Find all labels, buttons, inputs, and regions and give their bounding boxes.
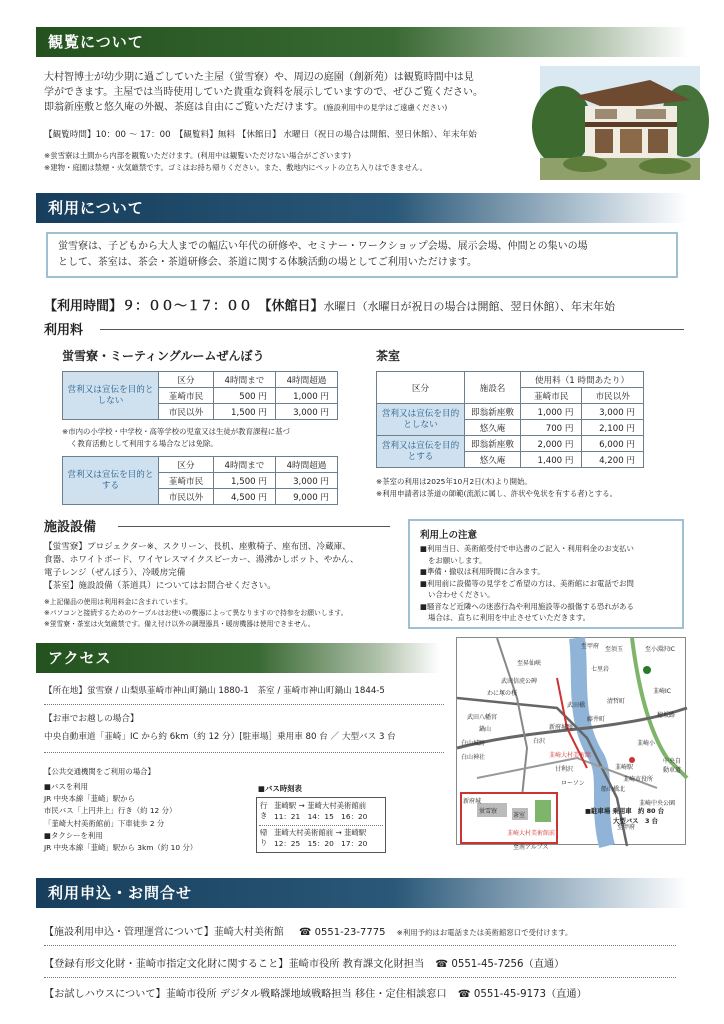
phone-number[interactable]: ☎ 0551-23-7775 <box>299 927 386 938</box>
table-cell: 即翁新座敷 <box>465 404 521 420</box>
facility-notes <box>44 597 424 630</box>
public-transport-list <box>44 781 244 854</box>
note-line: く教育活動として利用する場合などは免除。 <box>70 438 218 448</box>
map-label: 七里岩 <box>591 666 610 673</box>
map-label: 蛍雪寮 <box>479 808 498 815</box>
paragraph-line: 大村智博士が幼少期に過ごしていた主屋（蛍雪寮）や、周辺の庭園（創新苑）は観覧時間中は見 <box>44 72 474 83</box>
car-directions: 中央自動車道「韮崎」IC から約 6km（約 12 分）[駐車場］乗用車 80 台 ／ 大型バス 3 台 <box>44 732 396 742</box>
house-photo <box>540 66 700 180</box>
header-cell: 使用料（1 時間あたり） <box>521 372 644 388</box>
note-line: ※蛍雪寮は土間から内部を観覧いただけます。(利用中は観覧いただけない場合がございます) <box>44 151 351 160</box>
table-cell: 500 円 <box>213 388 275 404</box>
header-cell: 区分 <box>377 372 465 404</box>
map-label: 韮崎大村美術館 <box>549 752 592 759</box>
table-cell: 2,000 円 <box>521 436 582 452</box>
fee-divider <box>100 329 684 330</box>
section-title: 観覧について <box>48 33 144 51</box>
public-transport-heading: 【公共交通機関をご利用の場合】 <box>44 767 155 776</box>
caution-item: ■利用前に設備等の見学をご希望の方は、美術館にお電話でお問 <box>420 578 634 588</box>
table-cell: 韮崎市民 <box>159 388 214 404</box>
map-label: 至昇仙峡 <box>517 660 542 667</box>
caution-item: 場合は、直ちに利用を中止させていただきます。 <box>428 613 591 622</box>
table-cell: 1,000 円 <box>521 404 582 420</box>
transport-line: JR 中央本線「韮崎」駅から 3km（約 10 分） <box>44 843 198 853</box>
map-label: 韮崎IC <box>653 688 671 695</box>
map-label: 藤井町 <box>587 716 606 723</box>
intro-line: 蛍雪寮は、子どもから大人までの幅広い年代の研修や、セミナー・ワークショップ会場、展示会場、仲間との集いの場 <box>58 241 588 252</box>
viewing-info: 【観覧時間】10：00 ～ 17：00 【観覧料】無料 【休館日】 水曜日（祝日の場合は開館、翌日休館）、年末年始 <box>44 130 477 140</box>
facility-line: 【蛍雪寮】プロジェクター※、スクリーン、長机、座敷椅子、座布団、冷蔵庫、 <box>44 542 351 552</box>
viewing-description <box>44 70 534 115</box>
bus-route: 韮崎駅 → 韮崎大村美術館前 <box>274 801 367 810</box>
fee-table-tea <box>376 371 644 468</box>
bus-direction-label: 帰り <box>260 828 268 847</box>
contact-label: 【お試しハウスについて】韮崎市役所 デジタル戦略課地域戦略担当 移住・定住相談窓口 <box>44 989 447 1000</box>
bus-times: 12：25 15：20 17：20 <box>274 839 368 848</box>
section-title: アクセス <box>48 649 112 667</box>
table-cell: 700 円 <box>521 420 582 436</box>
map-label: 白山神社 <box>461 754 486 761</box>
header-cell: 施設名 <box>465 372 521 404</box>
contact-divider <box>44 945 676 946</box>
transport-line: 市民バス「上円井上」行き（約 12 分） <box>44 806 177 816</box>
map-label: 甘利沢 <box>555 766 574 773</box>
map-label: 清哲町 <box>607 698 626 705</box>
transport-line: 「韮崎大村美術館前」下車徒歩 2 分 <box>44 818 165 828</box>
bus-times: 11：21 14：15 16：20 <box>274 812 368 821</box>
usage-hours <box>44 295 684 314</box>
map-label: 韮崎市役所 <box>623 776 654 783</box>
category-cell: 営利又は宣伝を目的とする <box>63 457 159 505</box>
map-label: ローソン <box>561 780 585 787</box>
access-divider <box>44 752 444 753</box>
table-cell: 6,000 円 <box>582 436 644 452</box>
note-line: ※茶室の利用は2025年10月2日(木)より開始。 <box>376 477 532 486</box>
fee-exemption-note <box>62 426 362 449</box>
fee-table-non-profit <box>62 371 338 420</box>
map-label: 武田八幡宮 <box>467 714 498 721</box>
car-heading: 【お車でお越しの場合】 <box>44 714 139 724</box>
bus-timetable-title: ■バス時刻表 <box>258 784 302 793</box>
table-cell: 悠久庵 <box>465 452 521 468</box>
section-header-viewing <box>36 27 688 57</box>
parking-line: 大型バス 3 台 <box>613 817 659 825</box>
section-header-contact <box>36 878 688 908</box>
header-cell: 区分 <box>159 457 214 473</box>
hours-label: 【利用時間】９：００～１７：００ 【休館日】 <box>44 299 324 314</box>
viewing-notes <box>44 150 534 173</box>
note-line: ※上記備品の使用は利用料金に含まれています。 <box>44 598 192 606</box>
map-label: 茶室 <box>513 812 526 819</box>
header-cell: 4時間まで <box>213 372 275 388</box>
map-label: 中央自動車道 <box>663 758 682 774</box>
table-cell: 即翁新座敷 <box>465 436 521 452</box>
map-label: 穂坂路 <box>657 712 676 719</box>
note-line: ※パソコンと接続するためのケーブルはお使いの機器によって異なりますので持参をお願いします。 <box>44 609 348 617</box>
map-label: 武田橋 <box>567 702 586 709</box>
table-cell: 3,000 円 <box>275 473 337 489</box>
table-cell: 3,000 円 <box>582 404 644 420</box>
caution-item: ■利用当日、美術館受付で申込書のご記入・利用料金のお支払い <box>420 544 634 553</box>
section-title: 利用申込・お問合せ <box>48 884 193 902</box>
map-label: 鍋山 <box>479 726 492 733</box>
access-address: 【所在地】蛍雪寮 / 山梨県韮崎市神山町鍋山 1880-1 茶室 / 韮崎市神山町鍋山 1844-5 <box>44 686 385 696</box>
intro-line: として、茶室は、茶会・茶道研修会、茶道に関する体験活動の場としてご利用いただけます。 <box>58 257 477 268</box>
map-label: 至甲府 <box>581 643 600 650</box>
category-cell: 営利又は宣伝を目的としない <box>63 372 159 420</box>
facility-line: 食器、ホワイトボード、ワイヤレスマイクスピーカー、湯沸かしポット、やかん、 <box>44 555 359 565</box>
contact-divider <box>44 977 676 978</box>
contact-label: 【登録有形文化財・韮崎市指定文化財に関すること】韮崎市役所 教育課文化財担当 <box>44 959 425 970</box>
map-label: 武田信虎公碑 <box>501 678 538 685</box>
closed-days: 水曜日（水曜日が祝日の場合は開館、翌日休館）、年末年始 <box>323 300 616 313</box>
paragraph-line: 学ができます。主屋では当時使用していた貴重な資料を展示していますので、ぜひご覧ください。 <box>44 87 483 98</box>
phone-number[interactable]: ☎ 0551-45-7256（直通） <box>435 959 565 970</box>
usage-intro <box>58 239 672 271</box>
contact-row-museum <box>44 923 684 939</box>
fee-title: 利用料 <box>44 323 84 338</box>
note-line: ※建物・庭園は禁煙・火気厳禁です。ゴミはお持ち帰りください。また、敷地内にペットの立ち入りはできません。 <box>44 162 427 172</box>
map-label: 韮崎大村美術館前 <box>507 830 556 837</box>
map-label: 至甲府 <box>617 824 636 831</box>
facility-list <box>44 541 404 593</box>
tea-notes <box>376 476 686 499</box>
caution-content <box>420 527 680 624</box>
note-line: ※利用申請者は茶道の師範(流派に属し、許状や免状を有する者)とする。 <box>376 488 618 498</box>
table-cell: 1,500 円 <box>213 473 275 489</box>
header-cell: 市民以外 <box>582 388 644 404</box>
header-cell: 韮崎市民 <box>521 388 582 404</box>
transport-line: ■バスを利用 <box>44 782 88 791</box>
section-header-access <box>36 643 440 673</box>
header-cell: 4時間超過 <box>275 457 337 473</box>
map-label: 韮崎中央公園 <box>639 800 676 807</box>
section-header-usage <box>36 193 688 223</box>
bus-timetable <box>256 797 386 853</box>
transport-line: JR 中央本線「韮崎」駅から <box>44 794 135 804</box>
map-label: 新府城 <box>463 798 482 805</box>
bus-route: 韮崎大村美術館前 → 韮崎駅 <box>274 828 367 837</box>
map-parking-info <box>585 806 664 826</box>
phone-number[interactable]: ☎ 0551-45-9173（直通） <box>457 989 587 1000</box>
table-cell: 4,200 円 <box>582 452 644 468</box>
facility-title: 施設設備 <box>44 520 97 535</box>
transport-line: ■タクシーを利用 <box>44 830 103 840</box>
table-cell: 韮崎市民 <box>159 473 214 489</box>
caution-item: をお願いします。 <box>428 555 487 565</box>
table-cell: 市民以外 <box>159 489 214 505</box>
facility-line: 【茶室】施設設備（茶道具）についてはお問合せください。 <box>44 581 276 591</box>
caution-item: ■準備・撤収は利用時間に含みます。 <box>420 567 545 576</box>
contact-row-cultural <box>44 955 684 970</box>
header-cell: 4時間超過 <box>275 372 337 388</box>
table-cell: 4,500 円 <box>213 489 275 505</box>
facility-line: 電子レンジ（ぜんぼう）、冷暖房完備 <box>44 568 186 578</box>
category-cell: 営利又は宣伝を目的としない <box>377 404 465 436</box>
contact-row-trial-house <box>44 985 684 1000</box>
parking-line: ■駐車場 乗用車 約 80 台 <box>585 807 665 815</box>
map-label: 至須玉 <box>605 646 624 653</box>
map-label: 韮崎小 <box>637 740 656 747</box>
header-cell: 区分 <box>159 372 214 388</box>
facility-divider <box>118 526 390 527</box>
table-cell: 悠久庵 <box>465 420 521 436</box>
table-cell: 市民以外 <box>159 404 214 420</box>
table-cell: 3,000 円 <box>275 404 337 420</box>
contact-note: ※利用予約はお電話または美術館窓口で受付けます。 <box>396 928 573 937</box>
map-label: 至南アルプス <box>513 844 549 851</box>
map-label: 至小淵沢IC <box>645 646 675 653</box>
section-title: 利用について <box>48 199 144 217</box>
paragraph-line: 即翁新座敷と悠久庵の外観、茶庭は自由にご覧いただけます。 <box>44 102 324 113</box>
access-map <box>456 637 686 851</box>
caution-item: い合わせください。 <box>428 590 495 599</box>
timetable-divider <box>259 825 383 826</box>
room-title: 蛍雪寮・ミーティングルームぜんぼう <box>62 349 265 363</box>
tea-title: 茶室 <box>376 349 401 363</box>
note-line: ※蛍雪寮・茶室は火気厳禁です。備え付け以外の調理器具・暖房機器は使用できません。 <box>44 620 315 628</box>
paragraph-note: (施設利用中の見学はご遠慮ください) <box>323 103 448 112</box>
map-label: 白山城跡 <box>461 740 486 747</box>
caution-item: ■騒音など近隣への迷惑行為や利用施設等の損傷する恐れがある <box>420 601 634 611</box>
fee-table-profit <box>62 456 338 505</box>
note-line: ※市内の小学校・中学校・高等学校の児童又は生徒が教育課程に基づ <box>62 427 290 436</box>
caution-title: 利用上の注意 <box>420 530 478 541</box>
table-cell: 2,100 円 <box>582 420 644 436</box>
contact-label: 【施設利用申込・管理運営について】韮崎大村美術館 <box>44 927 284 938</box>
table-cell: 1,500 円 <box>213 404 275 420</box>
table-cell: 1,400 円 <box>521 452 582 468</box>
map-label: 白沢 <box>533 738 546 745</box>
map-label: わに塚の桜 <box>487 690 518 697</box>
map-label: 船山橋北 <box>601 786 626 793</box>
bus-direction-label: 行き <box>260 801 268 820</box>
access-divider <box>44 704 444 705</box>
map-label: 新府城跡 <box>549 724 574 731</box>
table-cell: 1,000 円 <box>275 388 337 404</box>
category-cell: 営利又は宣伝を目的とする <box>377 436 465 468</box>
table-cell: 9,000 円 <box>275 489 337 505</box>
map-label: 韮崎駅 <box>615 764 634 771</box>
header-cell: 4時間まで <box>213 457 275 473</box>
